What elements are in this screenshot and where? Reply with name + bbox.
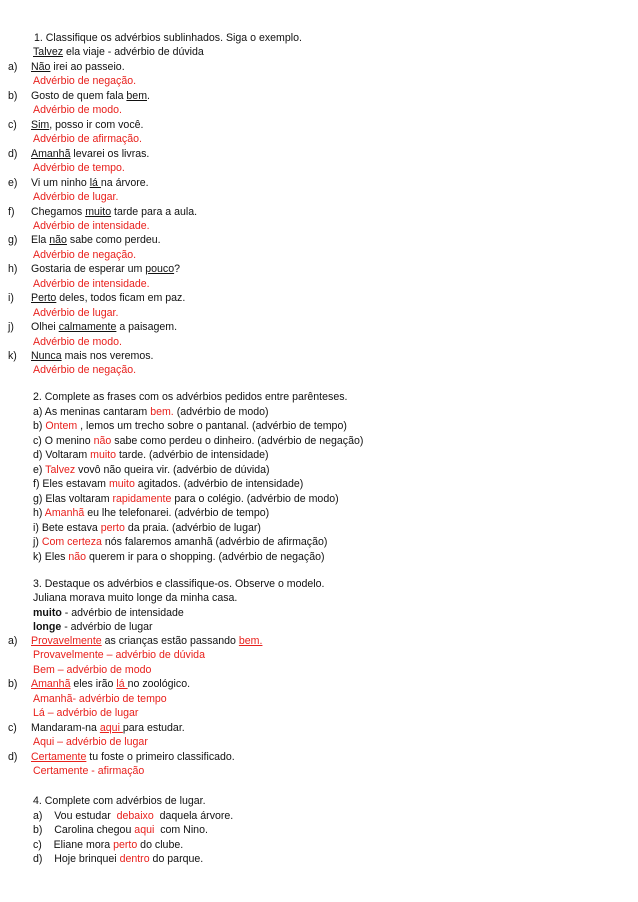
item-answer: Lá – advérbio de lugar [33, 707, 139, 720]
filled-adverb: perto [113, 838, 138, 851]
item-label: e) [8, 176, 18, 189]
item-answer: Advérbio de modo. [33, 104, 122, 117]
sentence-text: deles, todos ficam em paz. [56, 292, 186, 305]
fill-sentence [33, 493, 339, 506]
marked-adverb: lá [116, 678, 128, 691]
sentence-text: do clube. [137, 838, 184, 851]
fill-sentence [33, 435, 363, 448]
sentence-text: h) [33, 507, 45, 520]
filled-adverb: Talvez [45, 463, 76, 476]
filled-adverb: perto [100, 521, 125, 534]
fill-sentence [33, 522, 261, 535]
sentence-text: sabe como perdeu. [66, 234, 161, 247]
underlined-adverb: pouco [145, 263, 175, 276]
sentence-text: da praia. (advérbio de lugar) [124, 521, 261, 534]
item-sentence [31, 751, 235, 764]
fill-sentence [33, 464, 270, 477]
underlined-adverb: Sim [31, 118, 50, 131]
sentence-text: c) Eliane mora [33, 838, 114, 851]
model-adverb: muito [33, 607, 62, 619]
item-answer: Advérbio de negação. [33, 248, 137, 261]
marked-adverb: Amanhã [31, 678, 71, 691]
item-label: a) [8, 635, 18, 647]
item-sentence [31, 722, 185, 735]
sentence-text: na árvore. [100, 176, 149, 189]
example-rest: ela viaje - advérbio de dúvida [63, 46, 204, 58]
section1-heading: 1. Classifique os advérbios sublinhados. Siga o exemplo. [34, 32, 302, 44]
sentence-text: Olhei [31, 321, 59, 334]
sentence-text: Mandaram-na [31, 721, 100, 734]
sentence-text: , posso ir com você. [49, 118, 144, 131]
underlined-adverb: não [49, 234, 67, 247]
model-line [33, 607, 184, 620]
sentence-text: . [147, 89, 150, 102]
sentence-text: irei ao passeio. [50, 61, 125, 73]
model-class: - advérbio de lugar [61, 621, 153, 634]
item-sentence [31, 61, 125, 74]
model-line [33, 621, 153, 634]
underlined-adverb: Não [31, 61, 51, 73]
example-adverb: Talvez [33, 46, 64, 58]
sentence-text: ? [174, 263, 181, 276]
sentence-text: g) Elas voltaram [33, 492, 113, 505]
item-label: d) [8, 147, 18, 160]
sentence-text: d) Hoje brinquei [33, 853, 120, 866]
sentence-text: a paisagem. [116, 321, 178, 334]
fill-sentence [33, 839, 183, 852]
filled-adverb: muito [108, 478, 135, 491]
item-label: j) [8, 321, 14, 334]
filled-adverb: não [93, 434, 112, 447]
sentence-text: mais nos veremos. [61, 350, 154, 362]
sentence-text: eles irão [70, 678, 117, 691]
sentence-text: Gostaria de esperar um [31, 263, 146, 276]
item-label: g) [8, 234, 18, 247]
section3-model-sentence: Juliana morava muito longe da minha casa. [33, 592, 238, 604]
fill-sentence [33, 406, 269, 419]
item-answer: Advérbio de intensidade. [33, 277, 150, 290]
item-sentence [31, 321, 177, 334]
sentence-text: sabe como perdeu o dinheiro. (advérbio de negação) [111, 434, 364, 447]
item-label: f) [8, 205, 15, 218]
sentence-text: Chegamos [31, 205, 86, 218]
item-sentence [31, 292, 185, 305]
item-sentence [31, 148, 149, 161]
sentence-text: e) [33, 463, 46, 476]
sentence-text: eu lhe telefonarei. (advérbio de tempo) [84, 507, 270, 520]
underlined-adverb: Perto [31, 292, 57, 305]
filled-adverb: muito [90, 449, 117, 462]
fill-sentence [33, 420, 347, 433]
marked-adverb: Provavelmente [31, 635, 102, 647]
sentence-text: j) [33, 536, 42, 549]
item-sentence [31, 350, 153, 363]
sentence-text: a) Vou estudar [33, 810, 117, 822]
item-sentence [31, 206, 197, 219]
sentence-text: Gosto de quem fala [31, 89, 127, 102]
fill-sentence [33, 810, 233, 823]
item-sentence [31, 678, 190, 691]
sentence-text: do parque. [149, 853, 204, 866]
item-label: b) [8, 89, 18, 102]
sentence-text: Ela [31, 234, 50, 247]
underlined-adverb: lá [89, 176, 101, 189]
underlined-adverb: muito [85, 205, 112, 218]
item-answer: Advérbio de negação. [33, 364, 137, 377]
section1-example [33, 46, 204, 59]
item-answer: Bem – advérbio de modo [33, 663, 152, 676]
fill-sentence [33, 478, 303, 491]
sentence-text: a) As meninas cantaram [33, 406, 151, 418]
sentence-text: d) Voltaram [33, 449, 91, 462]
item-label: c) [8, 721, 17, 734]
item-answer: Provavelmente – advérbio de dúvida [33, 649, 205, 662]
fill-sentence [33, 536, 327, 549]
filled-adverb: rapidamente [112, 492, 172, 505]
sentence-text: no zoológico. [127, 678, 191, 691]
sentence-text: b) [33, 420, 46, 433]
sentence-text: agitados. (advérbio de intensidade) [134, 478, 304, 491]
section4-heading: 4. Complete com advérbios de lugar. [33, 795, 206, 807]
model-adverb: longe [33, 621, 62, 634]
item-answer: Certamente - afirmação [33, 765, 145, 778]
item-sentence [31, 177, 149, 190]
filled-adverb: Com certeza [41, 536, 102, 549]
sentence-text: tarde. (advérbio de intensidade) [116, 449, 269, 462]
item-label: d) [8, 750, 18, 763]
sentence-text: para estudar. [122, 721, 185, 734]
filled-adverb: bem. [150, 406, 174, 418]
filled-adverb: Ontem [45, 420, 78, 433]
item-answer: Advérbio de negação. [33, 75, 137, 88]
marked-adverb: bem. [238, 635, 263, 647]
section3-heading: 3. Destaque os advérbios e classifique-os. Observe o modelo. [33, 578, 325, 590]
item-label: c) [8, 118, 17, 131]
sentence-text: tu foste o primeiro classificado. [86, 750, 235, 763]
underlined-adverb: bem [126, 89, 148, 102]
item-answer: Advérbio de lugar. [33, 306, 119, 319]
item-label: i) [8, 292, 14, 305]
fill-sentence [33, 449, 269, 462]
sentence-text: as crianças estão passando [101, 635, 239, 647]
sentence-text: i) Bete estava [33, 521, 101, 534]
sentence-text: levarei os livras. [70, 147, 150, 160]
underlined-adverb: Amanhã [31, 147, 71, 160]
sentence-text: (advérbio de modo) [173, 406, 269, 418]
item-answer: Advérbio de modo. [33, 335, 122, 348]
item-sentence [31, 119, 143, 132]
item-label: h) [8, 263, 18, 276]
item-answer: Advérbio de tempo. [33, 162, 125, 175]
sentence-text: c) O menino [33, 434, 94, 447]
sentence-text: b) Carolina chegou [33, 824, 135, 837]
fill-sentence [33, 551, 325, 564]
underlined-adverb: calmamente [58, 321, 117, 334]
sentence-text: daquela árvore. [153, 810, 234, 822]
marked-adverb: aqui [99, 721, 123, 734]
sentence-text: nós falaremos amanhã (advérbio de afirmação) [101, 536, 328, 549]
item-sentence [31, 90, 150, 103]
fill-sentence [33, 853, 203, 866]
filled-adverb: debaixo [116, 810, 154, 822]
sentence-text: vovô não queira vir. (advérbio de dúvida) [75, 463, 270, 476]
marked-adverb: Certamente [31, 750, 87, 763]
fill-sentence [33, 507, 269, 520]
item-sentence [31, 263, 180, 276]
filled-adverb: não [68, 550, 87, 563]
item-label: k) [8, 350, 17, 362]
fill-sentence [33, 824, 208, 837]
sentence-text: querem ir para o shopping. (advérbio de negação) [86, 550, 325, 563]
filled-adverb: Amanhã [44, 507, 85, 520]
section2-heading: 2. Complete as frases com os advérbios pedidos entre parênteses. [33, 391, 348, 403]
model-class: - advérbio de intensidade [61, 607, 184, 619]
sentence-text: Vi um ninho [31, 176, 90, 189]
item-sentence [31, 234, 161, 247]
item-sentence [31, 635, 262, 648]
item-answer: Advérbio de intensidade. [33, 219, 150, 232]
sentence-text: f) Eles estavam [33, 478, 109, 491]
item-answer: Advérbio de lugar. [33, 191, 119, 204]
item-label: b) [8, 678, 18, 691]
item-label: a) [8, 61, 18, 73]
sentence-text: tarde para a aula. [111, 205, 198, 218]
sentence-text: com Nino. [154, 824, 208, 837]
item-answer: Amanhã- advérbio de tempo [33, 692, 167, 705]
sentence-text: para o colégio. (advérbio de modo) [171, 492, 339, 505]
underlined-adverb: Nunca [31, 350, 62, 362]
sentence-text: , lemos um trecho sobre o pantanal. (advérbio de tempo) [77, 420, 347, 433]
filled-adverb: dentro [119, 853, 150, 866]
sentence-text: k) Eles [33, 550, 69, 563]
item-answer: Advérbio de afirmação. [33, 133, 142, 146]
item-answer: Aqui – advérbio de lugar [33, 736, 148, 749]
filled-adverb: aqui [134, 824, 155, 837]
